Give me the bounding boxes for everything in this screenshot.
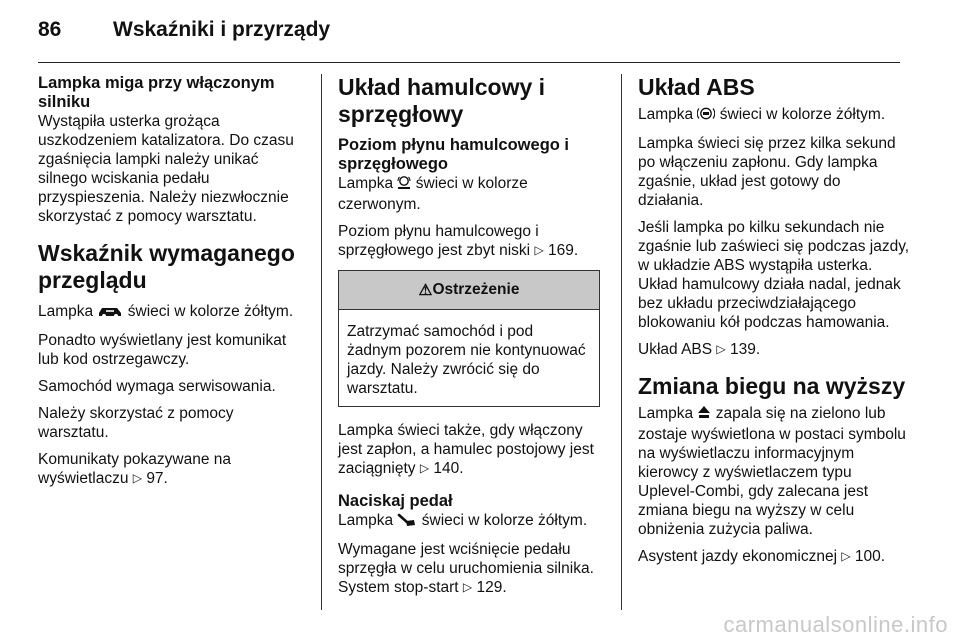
page-reference-arrow-icon: ▷ — [716, 342, 726, 356]
paragraph-pedal-required: Wymagane jest wciśnięcie pedału sprzęgła w celu uruchomienia silnika. — [338, 541, 594, 577]
section-heading-abs: Układ ABS — [638, 74, 755, 100]
page-reference-arrow-icon: ▷ — [132, 471, 142, 485]
section-heading-brake-clutch: Układ hamulcowy i sprzęgłowy — [338, 74, 546, 127]
upshift-icon — [697, 405, 711, 425]
column-2 — [338, 74, 606, 605]
warning-text: Zatrzymać samochód i pod żadnym pozorem nie kontynuować jazdy. Należy zwrócić się do warsztatu. — [347, 323, 586, 397]
brake-fluid-icon — [397, 175, 411, 195]
header-divider — [38, 62, 900, 63]
page-reference-arrow-icon: ▷ — [534, 243, 544, 257]
paragraph-abs-fault: Jeśli lampka po kilku sekundach nie zgaśnie lub zaświeci się podczas jazdy, w układzie ABS wystąpiła usterka. Układ hamulcowy działa nadal, jednak bez układu przeciwdziałającego blokowaniu kół podczas hamowania. — [638, 219, 910, 331]
column-divider-1 — [321, 74, 322, 610]
paragraph-warning-message: Ponadto wyświetlany jest komunikat lub kod ostrzegawczy. — [38, 332, 287, 368]
column-3 — [638, 74, 910, 574]
section-heading-flashing-lamp: Lampka miga przy włączonym silniku — [38, 74, 275, 111]
page-number: 86 — [38, 18, 62, 41]
paragraph-needs-service: Samochód wymaga serwisowania. — [38, 378, 276, 395]
paragraph-pedal-lamp: Lampka świeci w kolorze żółtym. — [338, 511, 606, 532]
paragraph-upshift-lamp: Lampka zapala się na zielono lub zostaje wyświetlona w postaci symbolu na wyświetlaczu informacyjnym kierowcy z wyświetlaczem typu Uplevel-Combi, gdy zalecana jest zmiana biegu na wyższy w celu obniżenia zużycia paliwa. — [638, 405, 906, 538]
service-car-wrench-icon — [97, 304, 123, 323]
page-reference-arrow-icon: ▷ — [841, 549, 851, 563]
page-reference-link[interactable]: 169. — [547, 242, 579, 259]
page-reference-link[interactable]: 129. — [476, 579, 507, 596]
section-heading-upshift: Zmiana biegu na wyższy — [638, 373, 906, 399]
page-reference-link[interactable]: 100. — [854, 548, 886, 565]
page-reference-link[interactable]: 140. — [433, 460, 464, 477]
paragraph-abs-startup: Lampka świeci się przez kilka sekund po włączeniu zapłonu. Gdy lampka zgaśnie, układ jest gotowy do działania. — [638, 135, 896, 209]
paragraph-display-messages: Komunikaty pokazywane na wyświetlaczu ▷ 97. — [38, 451, 232, 487]
warning-triangle-icon: ⚠ — [418, 281, 433, 299]
subsection-heading-fluid-level: Poziom płynu hamulcowego i sprzęgłowego — [338, 136, 570, 173]
page-reference-arrow-icon: ▷ — [419, 461, 430, 475]
paragraph-workshop: Należy skorzystać z pomocy warsztatu. — [38, 405, 234, 441]
page-title: Wskaźniki i przyrządy — [113, 18, 331, 41]
paragraph-stop-start: System stop-start ▷ 129. — [338, 579, 507, 596]
paragraph-brake-lamp: Lampka świeci w kolorze czerwonym. — [338, 175, 528, 213]
paragraph-eco-assist: Asystent jazdy ekonomicznej ▷ 100. — [638, 548, 886, 565]
paragraph-service-lamp: Lampka świeci w kolorze żółtym. — [38, 302, 308, 323]
column-divider-2 — [621, 74, 622, 610]
warning-title: Ostrzeżenie — [432, 281, 520, 298]
column-1 — [38, 74, 308, 496]
page-header — [38, 8, 900, 48]
watermark: carmanualsonline.info — [723, 612, 948, 637]
abs-icon — [697, 106, 715, 126]
page-reference-link[interactable]: 97. — [146, 470, 168, 487]
warning-box — [338, 270, 600, 407]
page-reference-arrow-icon: ▷ — [462, 580, 473, 594]
page-reference-link[interactable]: 139. — [729, 341, 761, 358]
paragraph-abs-lamp: Lampka świeci w kolorze żółtym. — [638, 105, 910, 126]
clutch-pedal-icon — [397, 513, 417, 532]
paragraph-abs-ref: Układ ABS ▷ 139. — [638, 341, 761, 358]
paragraph-catalyst-fault: Wystąpiła usterka grożąca uszkodzeniem katalizatora. Do czasu zgaśnięcia lampki należy unikać silnego wciskania pedału przyspieszenia. Należy niezwłocznie skorzystać z pomocy warsztatu. — [38, 113, 294, 225]
paragraph-parking-brake: Lampka świeci także, gdy włączony jest zapłon, a hamulec postojowy jest zaciągnięty ▷ 140. — [338, 422, 594, 477]
paragraph-fluid-low: Poziom płynu hamulcowego i sprzęgłowego jest zbyt niski ▷ 169. — [338, 223, 579, 259]
subsection-heading-press-pedal: Naciskaj pedał — [338, 492, 453, 510]
section-heading-service-indicator: Wskaźnik wymaganego przeglądu — [38, 240, 295, 293]
warning-box-header — [339, 271, 599, 310]
